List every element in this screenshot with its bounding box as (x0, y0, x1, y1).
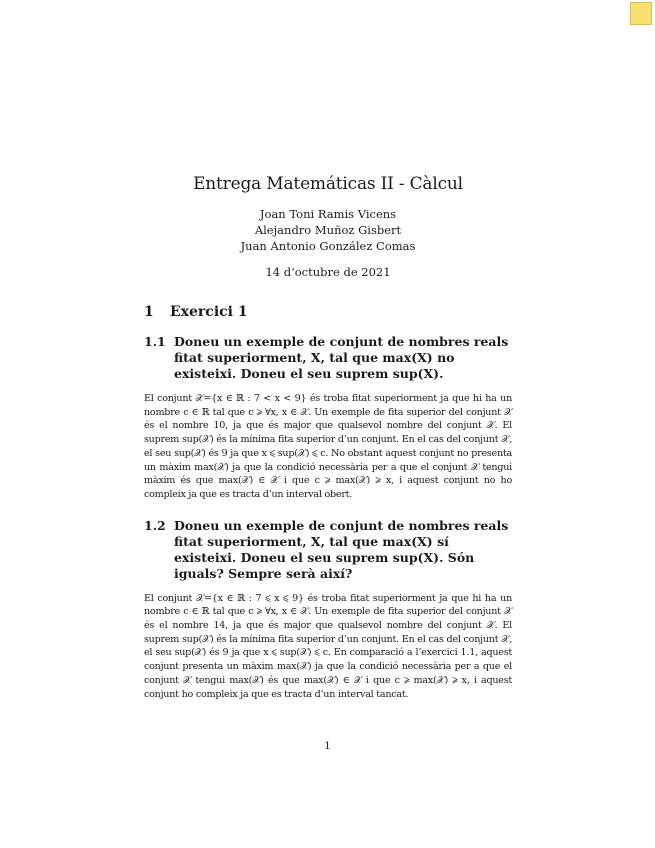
page-number: 1 (324, 741, 331, 752)
author-name: Juan Antonio González Comas (240, 239, 416, 253)
subsection-heading (144, 334, 512, 382)
subsection-title: Doneu un exemple de conjunt de nombres reals fitat superiorment, X, tal que max(X) sí existeixi. Doneu el seu suprem sup(X). Són iguals? Sempre serà així? (174, 517, 509, 581)
subsection-number: 1.2 (144, 517, 166, 533)
paragraph: El conjunt 𝒳={x ∈ ℝ : 7 ⩽ x ⩽ 9} és troba fitat superiorment ja que hi ha un nombre c ∈ ℝ tal que c ⩾ ∀x, x ∈ 𝒳. Un exemple de fita superior del conjunt 𝒳 és el nombre 14, ja que és major que qualsevol nombre del conjunt 𝒳. El suprem sup(𝒳) és la mínima fita superior d’un conjunt. En el cas del conjunt 𝒳, el seu sup(𝒳) és 9 ja que x ⩽ sup(𝒳) ⩽ c. En comparació a l’exercici 1.1, aquest conjunt presenta un màxim max(𝒳) ja que la condició necessària per a que el conjunt 𝒳 tengui max(𝒳) és que max(𝒳) ∈ 𝒳 i que c ⩾ max(𝒳) ⩾ x, i aquest conjunt ho compleix ja que es tracta d’un interval tancat. (144, 592, 512, 700)
section-title: Exercici 1 (170, 304, 248, 320)
section-number: 1 (144, 304, 154, 320)
document-date: 14 d’octubre de 2021 (265, 265, 391, 279)
section-heading (144, 302, 512, 322)
subsection-title: Doneu un exemple de conjunt de nombres reals fitat superiorment, X, tal que max(X) no existeixi. Doneu el seu suprem sup(X). (174, 334, 509, 381)
paragraph: El conjunt 𝒳={x ∈ ℝ : 7 < x < 9} és troba fitat superiorment ja que hi ha un nombre c ∈ ℝ tal que c ⩾ ∀x, x ∈ 𝒳. Un exemple de fita superior del conjunt 𝒳 és el nombre 10, ja que és major que qualsevol nombre del conjunt 𝒳. El suprem sup(𝒳) és la mínima fita superior d’un conjunt. En el cas del conjunt 𝒳, el seu sup(𝒳) és 9 ja que x ⩽ sup(𝒳) ⩽ c. No obstant aquest conjunt no presenta un màxim max(𝒳) ja que la condició necessària per a que el conjunt 𝒳 tengui màxim és que max(𝒳) ∈ 𝒳 i que c ⩾ max(𝒳) ⩾ x, i aquest conjunt no ho compleix ja que es tracta d’un interval obert. (144, 393, 512, 500)
document-title: Entrega Matemáticas II - Càlcul (193, 174, 463, 194)
author-name: Alejandro Muñoz Gisbert (254, 223, 402, 237)
author-name: Joan Toni Ramis Vicens (259, 207, 397, 221)
author-list (144, 206, 512, 254)
sticky-note-icon[interactable] (630, 2, 652, 25)
subsection-heading (144, 518, 512, 582)
subsection-number: 1.1 (144, 334, 166, 349)
document-page (144, 172, 512, 711)
